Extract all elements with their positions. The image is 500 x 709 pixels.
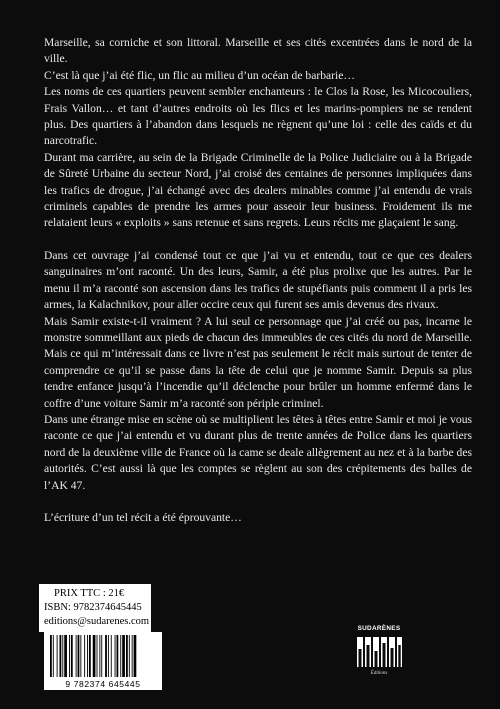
paragraph: Dans une étrange mise en scène où se multiplient les têtes à têtes entre Samir et moi je vous raconte ce que j’ai entendu et vu durant plus de trente années de Police dans les quartiers nord de la deuxième ville de France où la came se deale allègrement au nez et à la barbe des autorités. C’est aussi là que les comptes se règlent au son des crépitements des balles de l’AK 47. [44, 412, 472, 492]
barcode-digits: 9 782374 645445 [44, 679, 162, 689]
paragraph: Mais Samir existe-t-il vraiment ? A lui seul ce personnage que j’ai créé ou pas, incarne le monstre sommeillant aux pieds de chacun des immeubles de ces cités du nord de Marseille. Mais ce qui m’intéressait dans ce livre n’est pas seulement le récit mais surtout de tenter de comprendre ce qu’il se passe dans la tête de celui que je nomme Samir. Depuis sa plus tendre enfance jusqu’à l’incendie qu’il déclenche pour brûler un homme enfermé dans le coffre d’une voiture Samir m’a raconté son périple criminel. [44, 314, 472, 410]
spacer [44, 232, 472, 248]
barcode-bars-icon [44, 632, 162, 680]
barcode [44, 632, 162, 690]
paragraph: Durant ma carrière, au sein de la Brigade Criminelle de la Police Judiciaire ou à la Brigade de Sûreté Urbaine du secteur Nord, j’ai croisé des centaines de personnes impliquées dans les trafics de drogue, j’ai échangé avec des dealers minables comme j’ai entendu de vrais criminels capables de prendre les armes pour asseoir leur business. Froidement ils me relataient leurs « exploits » sans retenue et sans regrets. Leurs récits me glaçaient le sang. [44, 150, 472, 230]
paragraph: C’est là que j’ai été flic, un flic au milieu d’un océan de barbarie… [44, 68, 355, 82]
email-label: editions@sudarenes.com [44, 616, 150, 627]
paragraph: Dans cet ouvrage j’ai condensé tout ce que j’ai vu et entendu, tout ce que ces dealers sanguinaires m’ont raconté. Un des leurs, Samir, a été plus prolixe que les autres. Par le menu il m’a raconté son ascension dans les trafics de stupéfiants puis comment il a pris les armes, la Kalachnikov, pour aller occire ceux qui furent ses amis devenus des rivaux. [44, 248, 472, 312]
spacer [44, 494, 472, 510]
paragraph: Marseille, sa corniche et son littoral. Marseille et ses cités excentrées dans le nord de la ville. [44, 36, 472, 66]
isbn-label: ISBN: 9782374645445 [44, 602, 142, 613]
publisher-name: SUDARÈNES [357, 625, 401, 632]
blurb-text [44, 35, 472, 526]
price-isbn-box [39, 584, 151, 632]
publisher-subtitle: Éditions [370, 671, 388, 676]
price-label: PRIX TTC : 21€ [54, 588, 125, 599]
paragraph: L’écriture d’un tel récit a été éprouvante… [44, 510, 242, 524]
paragraph: Les noms de ces quartiers peuvent sembler enchanteurs : le Clos la Rose, les Micocouliers, Frais Vallon… et tant d’autres endroits où les flics et les marins-pompiers ne se rendent plus. Des quartiers à l’abandon dans lesquels ne règnent qu’une loi : celle des caïds et du narcotrafic. [44, 85, 472, 148]
